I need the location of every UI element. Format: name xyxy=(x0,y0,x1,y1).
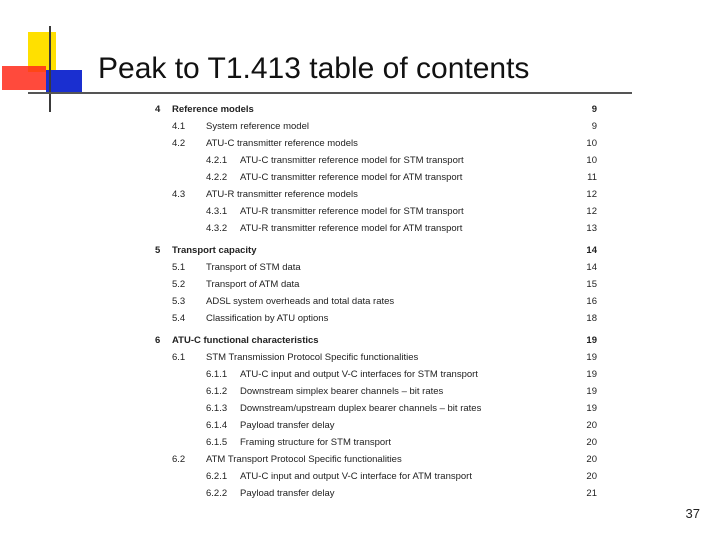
toc-chapter-row xyxy=(155,332,600,349)
toc-entry-page: 19 xyxy=(586,386,597,397)
title-underline xyxy=(28,92,632,94)
toc-entry-number: 4.2 xyxy=(172,138,186,149)
toc-entry-page: 11 xyxy=(587,172,597,183)
toc-entry-label: ATU-C input and output V-C interface for ATM transport xyxy=(240,471,472,482)
toc-entry-page: 20 xyxy=(586,437,597,448)
toc-entry-row xyxy=(155,434,600,451)
toc-entry-label: Reference models xyxy=(172,104,254,115)
toc-entry-page: 10 xyxy=(586,138,597,149)
toc-entry-page: 19 xyxy=(586,369,597,380)
toc-entry-number: 6.2.2 xyxy=(206,488,228,499)
toc-entry-row xyxy=(155,366,600,383)
toc-entry-row xyxy=(155,118,600,135)
toc-entry-number: 5.2 xyxy=(172,279,186,290)
toc-entry-page: 9 xyxy=(591,104,597,115)
toc-entry-row xyxy=(155,152,600,169)
toc-entry-number: 5.4 xyxy=(172,313,186,324)
toc-entry-label: Framing structure for STM transport xyxy=(240,437,391,448)
toc-entry-number: 4.3 xyxy=(172,189,186,200)
toc-entry-page: 21 xyxy=(586,488,597,499)
slide-number: 37 xyxy=(685,506,700,521)
toc-entry-label: Payload transfer delay xyxy=(240,488,335,499)
toc-entry-number: 5 xyxy=(155,245,161,256)
toc-entry-number: 6.1.4 xyxy=(206,420,228,431)
toc-entry-page: 12 xyxy=(586,206,597,217)
toc-entry-page: 19 xyxy=(586,352,597,363)
toc-entry-page: 16 xyxy=(586,296,597,307)
toc-entry-number: 4 xyxy=(155,104,161,115)
toc-entry-row xyxy=(155,186,600,203)
toc-entry-row xyxy=(155,349,600,366)
toc-entry-row xyxy=(155,451,600,468)
toc-entry-page: 18 xyxy=(586,313,597,324)
toc-entry-number: 6.1.1 xyxy=(206,369,228,380)
toc-entry-row xyxy=(155,203,600,220)
toc-entry-number: 6 xyxy=(155,335,161,346)
toc-entry-row xyxy=(155,293,600,310)
decor-red-square xyxy=(2,66,46,90)
toc-entry-number: 6.2 xyxy=(172,454,186,465)
toc-entry-label: ATU-C transmitter reference models xyxy=(206,138,358,149)
toc-entry-page: 20 xyxy=(586,454,597,465)
toc-entry-row xyxy=(155,276,600,293)
toc-entry-label: ATU-R transmitter reference models xyxy=(206,189,358,200)
toc-chapter-row xyxy=(155,101,600,118)
toc-entry-page: 19 xyxy=(586,335,597,346)
toc-entry-label: ATU-R transmitter reference model for STM transport xyxy=(240,206,464,217)
toc-entry-page: 14 xyxy=(586,262,597,273)
toc-chapter-row xyxy=(155,242,600,259)
toc-entry-page: 20 xyxy=(586,420,597,431)
toc-entry-number: 4.3.1 xyxy=(206,206,228,217)
toc-entry-page: 12 xyxy=(586,189,597,200)
toc-entry-number: 6.1.3 xyxy=(206,403,228,414)
toc-entry-page: 9 xyxy=(591,121,597,132)
toc-entry-label: ATU-C transmitter reference model for ATM transport xyxy=(240,172,463,183)
toc-entry-label: Transport of ATM data xyxy=(206,279,300,290)
toc-entry-row xyxy=(155,310,600,327)
toc-entry-label: System reference model xyxy=(206,121,309,132)
decor-vertical-line xyxy=(49,26,51,112)
toc-entry-number: 6.2.1 xyxy=(206,471,228,482)
toc-entry-row xyxy=(155,259,600,276)
toc-entry-label: STM Transmission Protocol Specific functionalities xyxy=(206,352,419,363)
toc-entry-label: ATM Transport Protocol Specific functionalities xyxy=(206,454,402,465)
slide-title: Peak to T1.413 table of contents xyxy=(98,52,530,85)
toc-entry-page: 15 xyxy=(586,279,597,290)
toc-entry-page: 20 xyxy=(586,471,597,482)
toc-entry-page: 13 xyxy=(586,223,597,234)
toc-entry-label: ATU-C input and output V-C interfaces for STM transport xyxy=(240,369,478,380)
toc-entry-page: 10 xyxy=(586,155,597,166)
toc-entry-number: 6.1 xyxy=(172,352,186,363)
toc-entry-number: 4.2.1 xyxy=(206,155,228,166)
toc-entry-row xyxy=(155,383,600,400)
toc-entry-label: ATU-C transmitter reference model for STM transport xyxy=(240,155,464,166)
toc-entry-number: 5.3 xyxy=(172,296,186,307)
toc-entry-label: Downstream simplex bearer channels – bit rates xyxy=(240,386,444,397)
toc-entry-row xyxy=(155,169,600,186)
toc-entry-number: 4.3.2 xyxy=(206,223,228,234)
toc-entry-label: ADSL system overheads and total data rates xyxy=(206,296,395,307)
toc-entry-label: Transport capacity xyxy=(172,245,257,256)
toc-entry-row xyxy=(155,485,600,502)
decor-blue-square xyxy=(46,70,82,92)
toc-entry-label: ATU-R transmitter reference model for ATM transport xyxy=(240,223,463,234)
toc-entry-label: Classification by ATU options xyxy=(206,313,329,324)
toc-entry-number: 6.1.2 xyxy=(206,386,228,397)
toc-entry-label: Payload transfer delay xyxy=(240,420,335,431)
toc-entry-page: 14 xyxy=(586,245,597,256)
toc-entry-number: 4.1 xyxy=(172,121,186,132)
toc-entry-row xyxy=(155,400,600,417)
toc-entry-page: 19 xyxy=(586,403,597,414)
toc-entry-number: 5.1 xyxy=(172,262,186,273)
toc-entry-row xyxy=(155,417,600,434)
toc-entry-number: 6.1.5 xyxy=(206,437,228,448)
toc-entry-label: Transport of STM data xyxy=(206,262,301,273)
toc-entry-number: 4.2.2 xyxy=(206,172,228,183)
toc-entry-row xyxy=(155,468,600,485)
toc-entry-label: ATU-C functional characteristics xyxy=(172,335,319,346)
toc-entry-label: Downstream/upstream duplex bearer channels – bit rates xyxy=(240,403,482,414)
table-of-contents xyxy=(155,101,600,502)
toc-entry-row xyxy=(155,220,600,237)
toc-entry-row xyxy=(155,135,600,152)
